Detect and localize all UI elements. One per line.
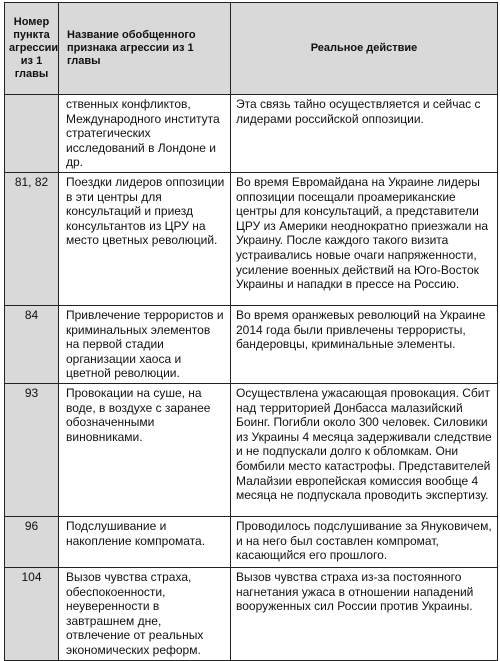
row-action: Во время Евромайдана на Украине лидеры оппозиции посещали проамериканские центры для консультаций, а представители ЦРУ из Америки неоднократно приезжали на Украину. После каждого такого визита устраивались новые очаги напряженности, усиление военных действий на Юго-Восток Украины и нападки в прессе на Россию.: [231, 172, 498, 305]
row-feature: Привлечение террористов и криминальных элементов на первой стадии организации хаоса и цветной революции.: [59, 305, 231, 383]
header-feature: Название обобщенного признака агрессии из 1 главы: [59, 3, 231, 95]
row-number: [5, 95, 59, 173]
row-feature: Подслушивание и накопление компромата.: [59, 516, 231, 567]
row-action: Проводилось подслушивание за Януковичем, и на него был составлен компромат, касающийся его прошлого.: [231, 516, 498, 567]
table-row: [5, 95, 498, 173]
table-row: [5, 172, 498, 305]
table-header-row: [5, 3, 498, 95]
table-row: [5, 516, 498, 567]
table-row: [5, 567, 498, 660]
row-action: Осуществлена ужасающая провокация. Сбит над территорией Донбасса малазийский Боинг. Погибли около 300 человек. Силовики из Украины 4 месяца задерживали следствие и не подпускали долго к обломкам. Они бомбили место катастрофы. Представителей Малайзии европейская комиссия вообще 4 месяца не подпускала проводить экспертизу.: [231, 383, 498, 516]
row-feature: Вызов чувства страха, обеспокоенности, неуверенности в завтрашнем дне, отвлечение от реальных экономических реформ.: [59, 567, 231, 660]
row-action: Эта связь тайно осуществляется и сейчас с лидерами российской оппозиции.: [231, 95, 498, 173]
row-action: Во время оранжевых революций на Украине 2014 года были привлечены террористы, бандеровцы, криминальные элементы.: [231, 305, 498, 383]
table-row: [5, 305, 498, 383]
row-feature: ственных конфликтов, Международного института стратегических исследований в Лондоне и др.: [59, 95, 231, 173]
row-number: 93: [5, 383, 59, 516]
row-number: 96: [5, 516, 59, 567]
header-number: Номер пункта агрессии из 1 главы: [5, 3, 59, 95]
row-feature: Поездки лидеров оппозиции в эти центры для консультаций и приезд консультантов из ЦРУ на место цветных революций.: [59, 172, 231, 305]
row-feature: Провокации на суше, на воде, в воздухе с заранее обозначенными виновниками.: [59, 383, 231, 516]
row-number: 84: [5, 305, 59, 383]
row-action: Вызов чувства страха из-за постоянного нагнетания ужаса в отношении нападений вооруженных сил России против Украины.: [231, 567, 498, 660]
row-number: 104: [5, 567, 59, 660]
header-action: Реальное действие: [231, 3, 498, 95]
row-number: 81, 82: [5, 172, 59, 305]
table-row: [5, 383, 498, 516]
aggression-table: [4, 2, 498, 661]
